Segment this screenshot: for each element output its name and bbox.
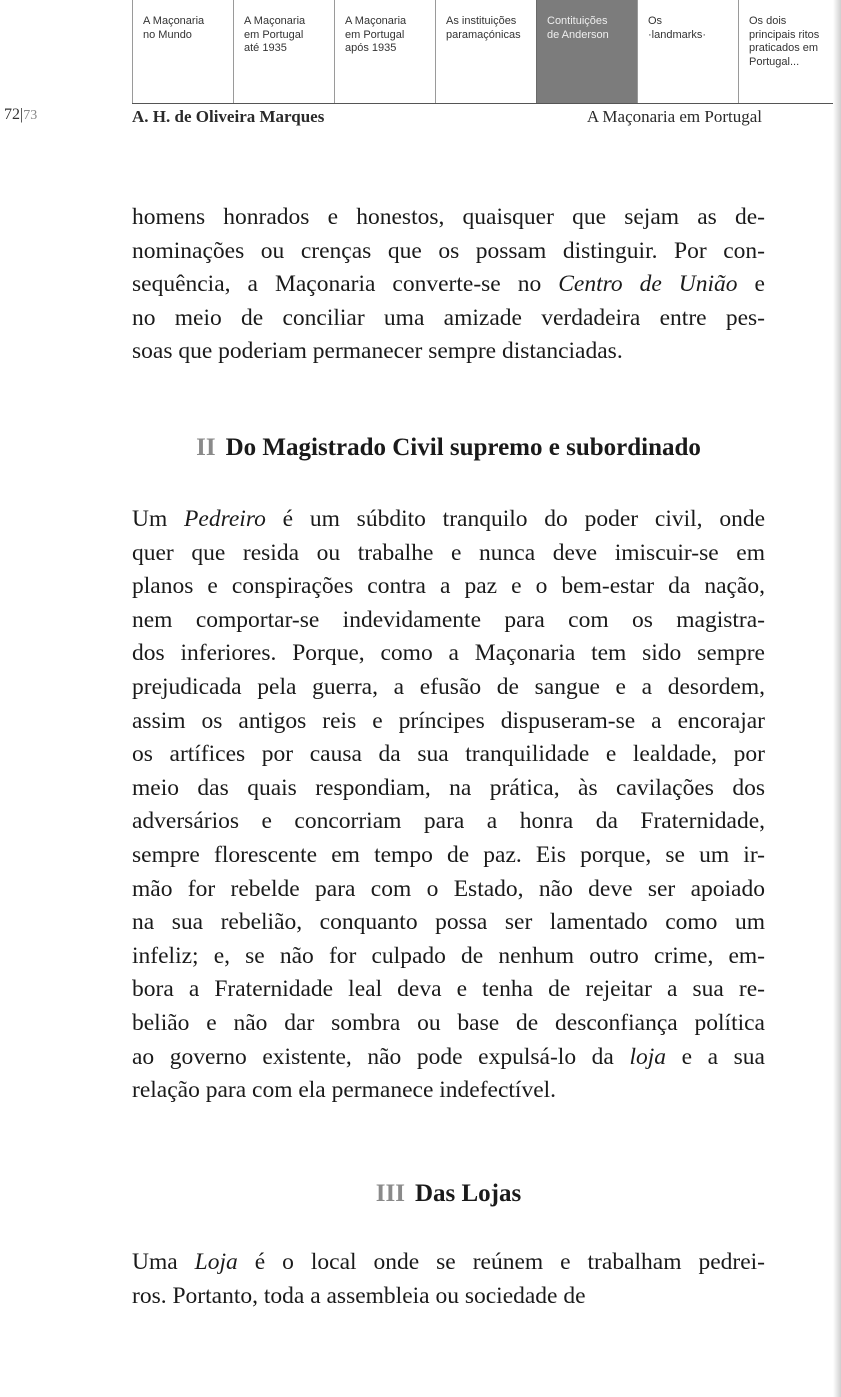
section-tabs <box>132 0 841 104</box>
tab-label-line: paramaçónicas <box>446 28 521 41</box>
italic-term: Centro de União <box>558 271 738 298</box>
text-line: bora a Fraternidade leal deva e tenha de rejeitar a sua re- <box>132 976 765 1003</box>
text-line: adversários e concorriam para a honra da Fraternidade, <box>132 808 765 835</box>
tab-label-line: no Mundo <box>143 28 192 41</box>
tab-label-line: até 1935 <box>244 42 287 54</box>
page-numbers: 72|73 <box>4 106 38 123</box>
text-line <box>132 1246 765 1280</box>
section-numeral: III <box>375 1180 405 1207</box>
text-segment: Um <box>132 506 185 532</box>
page-number-left: 72 <box>4 106 20 123</box>
tab-label-line: ·landmarks· <box>648 28 707 41</box>
tab-label-line: A Maçonaria <box>345 15 407 27</box>
tab-maconaria-portugal-apos-1935[interactable] <box>334 0 435 104</box>
tab-label-line: após 1935 <box>345 42 397 54</box>
tab-maconaria-portugal-ate-1935[interactable] <box>233 0 334 104</box>
text-line: os artífices por causa da sua tranquilidade e lealdade, por <box>132 741 765 768</box>
tab-label-line: Contituições <box>547 15 608 27</box>
tab-maconaria-no-mundo[interactable] <box>132 0 233 104</box>
page-number-right: 73 <box>23 108 38 123</box>
text-segment: e <box>737 271 765 298</box>
text-line: meio das quais respondiam, na prática, às cavilações dos <box>132 774 765 801</box>
text-line <box>132 268 765 302</box>
text-line: soas que poderiam permanecer sempre distanciadas. <box>132 338 623 365</box>
tab-label-line: A Maçonaria <box>244 15 306 27</box>
section-title: Do Magistrado Civil supremo e subordinado <box>225 434 701 461</box>
text-line: nominações ou crenças que os possam distinguir. Por con- <box>132 237 765 264</box>
text-line: quer que resida ou trabalhe e nunca deve imiscuir-se em <box>132 539 765 566</box>
text-line: prejudicada pela guerra, a efusão de sangue e a desordem, <box>132 673 765 700</box>
tab-label-line: principais ritos <box>749 28 820 41</box>
text-segment: e a sua <box>666 1043 765 1070</box>
text-line: nem comportar-se indevidamente para com os magistra- <box>132 606 765 633</box>
text-line: ros. Portanto, toda a assembleia ou sociedade de <box>132 1282 586 1309</box>
text-segment: Uma <box>132 1249 195 1275</box>
text-line: assim os antigos reis e príncipes dispuseram-se a encorajar <box>132 707 765 734</box>
paragraph-2 <box>132 503 765 1108</box>
tab-label-line: em Portugal <box>345 28 405 41</box>
section-title: Das Lojas <box>414 1180 522 1207</box>
italic-term: loja <box>629 1043 667 1070</box>
text-line <box>132 503 765 537</box>
tab-label-line: Os <box>648 15 663 27</box>
tab-constituicoes-anderson[interactable] <box>536 0 637 104</box>
text-line: mão for rebelde para com o Estado, não deve ser apoiado <box>132 875 765 902</box>
text-line: homens honrados e honestos, quaisquer que sejam as de- <box>132 204 765 230</box>
text-segment: ao governo existente, não pode expulsá-lo da <box>132 1043 630 1070</box>
text-segment: sequência, a Maçonaria converte-se no <box>132 271 559 298</box>
paragraph-3 <box>132 1246 765 1313</box>
tab-label-line: em Portugal <box>244 28 304 41</box>
text-segment: é o local onde se reúnem e trabalham pedrei- <box>237 1249 765 1275</box>
header-rule <box>132 103 841 104</box>
paragraph-1 <box>132 201 765 369</box>
tab-landmarks[interactable] <box>637 0 738 104</box>
tab-label-line: de Anderson <box>547 28 609 41</box>
text-line: no meio de conciliar uma amizade verdadeira entre pes- <box>132 304 765 331</box>
tab-instituicoes-paramaconicas[interactable] <box>435 0 536 104</box>
tab-label-line: Os dois <box>749 15 787 27</box>
section-heading-3 <box>132 1180 765 1208</box>
italic-term: Pedreiro <box>184 506 266 532</box>
section-numeral: II <box>196 434 216 461</box>
running-author: A. H. de Oliveira Marques <box>132 107 325 126</box>
tab-label-line: Portugal... <box>749 55 800 68</box>
italic-term: Loja <box>194 1249 238 1275</box>
page-edge-shadow <box>833 0 841 1397</box>
tab-label-line: As instituições <box>446 15 517 27</box>
text-line: na sua rebelião, conquanto possa ser lamentado como um <box>132 909 765 936</box>
text-line: relação para com ela permanece indefectível. <box>132 1077 557 1104</box>
tab-label-line: A Maçonaria <box>143 15 205 27</box>
tab-label-line: praticados em <box>749 42 819 54</box>
text-line: dos inferiores. Porque, como a Maçonaria tem sido sempre <box>132 640 765 667</box>
tab-ritos-portugal[interactable] <box>738 0 841 104</box>
text-line: planos e conspirações contra a paz e o bem-estar da nação, <box>132 573 765 600</box>
running-title: A Maçonaria em Portugal <box>586 107 762 126</box>
text-line: sempre florescente em tempo de paz. Eis porque, se um ir- <box>132 841 765 868</box>
text-line: infeliz; e, se não for culpado de nenhum outro crime, em- <box>132 942 765 969</box>
text-line: belião e não dar sombra ou base de desconfiança política <box>132 1009 765 1036</box>
section-heading-2 <box>132 434 765 462</box>
text-line <box>132 1041 765 1075</box>
text-segment: é um súbdito tranquilo do poder civil, onde <box>265 506 765 532</box>
